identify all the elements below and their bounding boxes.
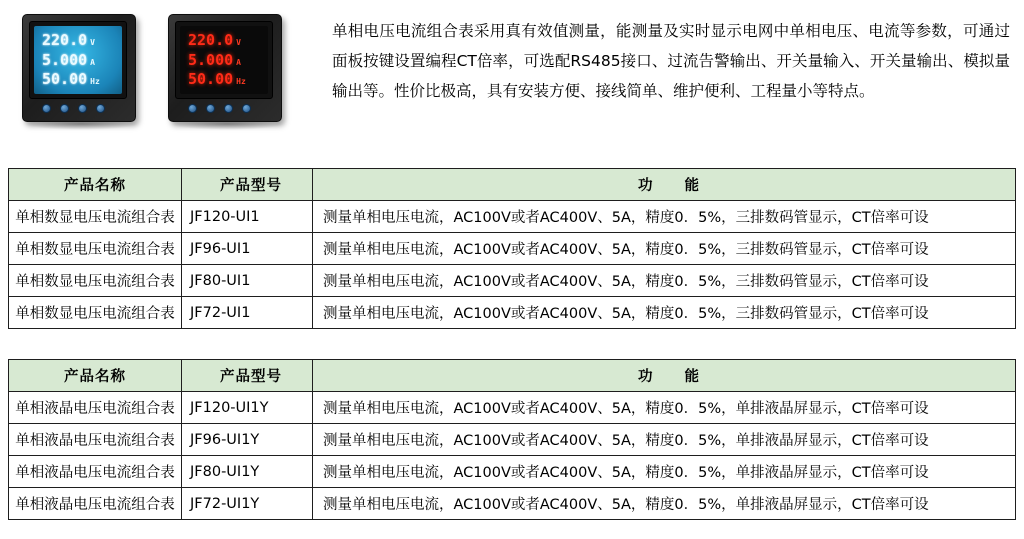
current-unit: A	[90, 57, 95, 67]
led-display	[180, 26, 268, 94]
cell-product-name: 单相液晶电压电流组合表	[9, 488, 182, 520]
display-row-frequency	[34, 72, 122, 87]
digital-products-table-wrap	[8, 168, 1016, 329]
panel-button-2	[206, 104, 215, 113]
panel-button-4	[242, 104, 251, 113]
frequency-unit: Hz	[90, 77, 100, 87]
table-header-row	[9, 169, 1016, 201]
panel-button-3	[78, 104, 87, 113]
product-image-led-meter	[168, 14, 286, 132]
header-product-name: 产品名称	[9, 360, 182, 392]
display-row-current	[180, 50, 268, 69]
cell-function: 测量单相电压电流，AC100V或者AC400V、5A，精度0．5%，单排液晶屏显示，CT倍率可设	[313, 456, 1016, 488]
panel-button-1	[42, 104, 51, 113]
cell-product-name: 单相数显电压电流组合表	[9, 233, 182, 265]
cell-product-name: 单相液晶电压电流组合表	[9, 456, 182, 488]
cell-function: 测量单相电压电流，AC100V或者AC400V、5A，精度0．5%，单排液晶屏显示，CT倍率可设	[313, 392, 1016, 424]
cell-product-model: JF72-UI1Y	[182, 488, 313, 520]
product-header-section	[0, 0, 1024, 132]
lcd-products-table-wrap	[8, 359, 1016, 520]
cell-product-name: 单相液晶电压电流组合表	[9, 424, 182, 456]
product-description: 单相电压电流组合表采用真有效值测量，能测量及实时显示电网中单相电压、电流等参数，可通过面板按键设置编程CT倍率，可选配RS485接口、过流告警输出、开关量输入、开关量输出、模拟量输出等。性价比极高，具有安装方便、接线简单、维护便利、工程量小等特点。	[332, 22, 1010, 101]
panel-button-1	[188, 104, 197, 113]
cell-product-model: JF96-UI1	[182, 233, 313, 265]
cell-product-model: JF80-UI1Y	[182, 456, 313, 488]
cell-product-model: JF72-UI1	[182, 297, 313, 329]
cell-product-name: 单相数显电压电流组合表	[9, 297, 182, 329]
frequency-unit: Hz	[236, 77, 246, 87]
digital-products-table	[8, 168, 1016, 329]
section-spacer	[0, 132, 1024, 168]
table-row	[9, 297, 1016, 329]
cell-product-model: JF96-UI1Y	[182, 424, 313, 456]
table-header	[9, 360, 1016, 392]
product-image-group	[0, 8, 286, 132]
current-value: 5.000	[188, 50, 234, 69]
header-product-name: 产品名称	[9, 169, 182, 201]
table-header-row	[9, 360, 1016, 392]
voltage-unit: V	[236, 37, 241, 47]
frequency-value: 50.00	[42, 70, 88, 89]
table-body	[9, 201, 1016, 329]
cell-product-model: JF120-UI1	[182, 201, 313, 233]
table-body	[9, 392, 1016, 520]
table-row	[9, 424, 1016, 456]
voltage-unit: V	[90, 37, 95, 47]
panel-button-4	[96, 104, 105, 113]
table-row	[9, 392, 1016, 424]
lcd-products-table	[8, 359, 1016, 520]
cell-product-name: 单相数显电压电流组合表	[9, 265, 182, 297]
cell-function: 测量单相电压电流，AC100V或者AC400V、5A，精度0．5%，单排液晶屏显示，CT倍率可设	[313, 488, 1016, 520]
display-row-voltage	[34, 30, 122, 49]
panel-button-3	[224, 104, 233, 113]
table-row	[9, 456, 1016, 488]
table-row	[9, 488, 1016, 520]
cell-product-name: 单相数显电压电流组合表	[9, 201, 182, 233]
display-row-voltage	[180, 30, 268, 49]
meter-button-row	[42, 104, 105, 113]
meter-bezel	[175, 21, 273, 99]
cell-function: 测量单相电压电流，AC100V或者AC400V、5A，精度0．5%，单排液晶屏显示，CT倍率可设	[313, 424, 1016, 456]
display-row-frequency	[180, 72, 268, 87]
frequency-value: 50.00	[188, 70, 234, 89]
lcd-display	[34, 26, 122, 94]
cell-function: 测量单相电压电流，AC100V或者AC400V、5A，精度0．5%，三排数码管显示，CT倍率可设	[313, 265, 1016, 297]
product-image-lcd-meter	[22, 14, 140, 132]
cell-product-model: JF120-UI1Y	[182, 392, 313, 424]
table-row	[9, 265, 1016, 297]
cell-product-name: 单相液晶电压电流组合表	[9, 392, 182, 424]
table-row	[9, 233, 1016, 265]
header-product-model: 产品型号	[182, 360, 313, 392]
current-value: 5.000	[42, 50, 88, 69]
header-function: 功 能	[313, 169, 1016, 201]
section-spacer	[0, 329, 1024, 359]
cell-function: 测量单相电压电流，AC100V或者AC400V、5A，精度0．5%，三排数码管显示，CT倍率可设	[313, 297, 1016, 329]
panel-button-2	[60, 104, 69, 113]
table-row	[9, 201, 1016, 233]
current-unit: A	[236, 57, 241, 67]
voltage-value: 220.0	[188, 30, 234, 49]
cell-product-model: JF80-UI1	[182, 265, 313, 297]
display-row-current	[34, 50, 122, 69]
table-header	[9, 169, 1016, 201]
voltage-value: 220.0	[42, 30, 88, 49]
meter-button-row	[188, 104, 251, 113]
meter-bezel	[29, 21, 127, 99]
header-product-model: 产品型号	[182, 169, 313, 201]
header-function: 功 能	[313, 360, 1016, 392]
cell-function: 测量单相电压电流，AC100V或者AC400V、5A，精度0．5%，三排数码管显示，CT倍率可设	[313, 201, 1016, 233]
cell-function: 测量单相电压电流，AC100V或者AC400V、5A，精度0．5%，三排数码管显示，CT倍率可设	[313, 233, 1016, 265]
